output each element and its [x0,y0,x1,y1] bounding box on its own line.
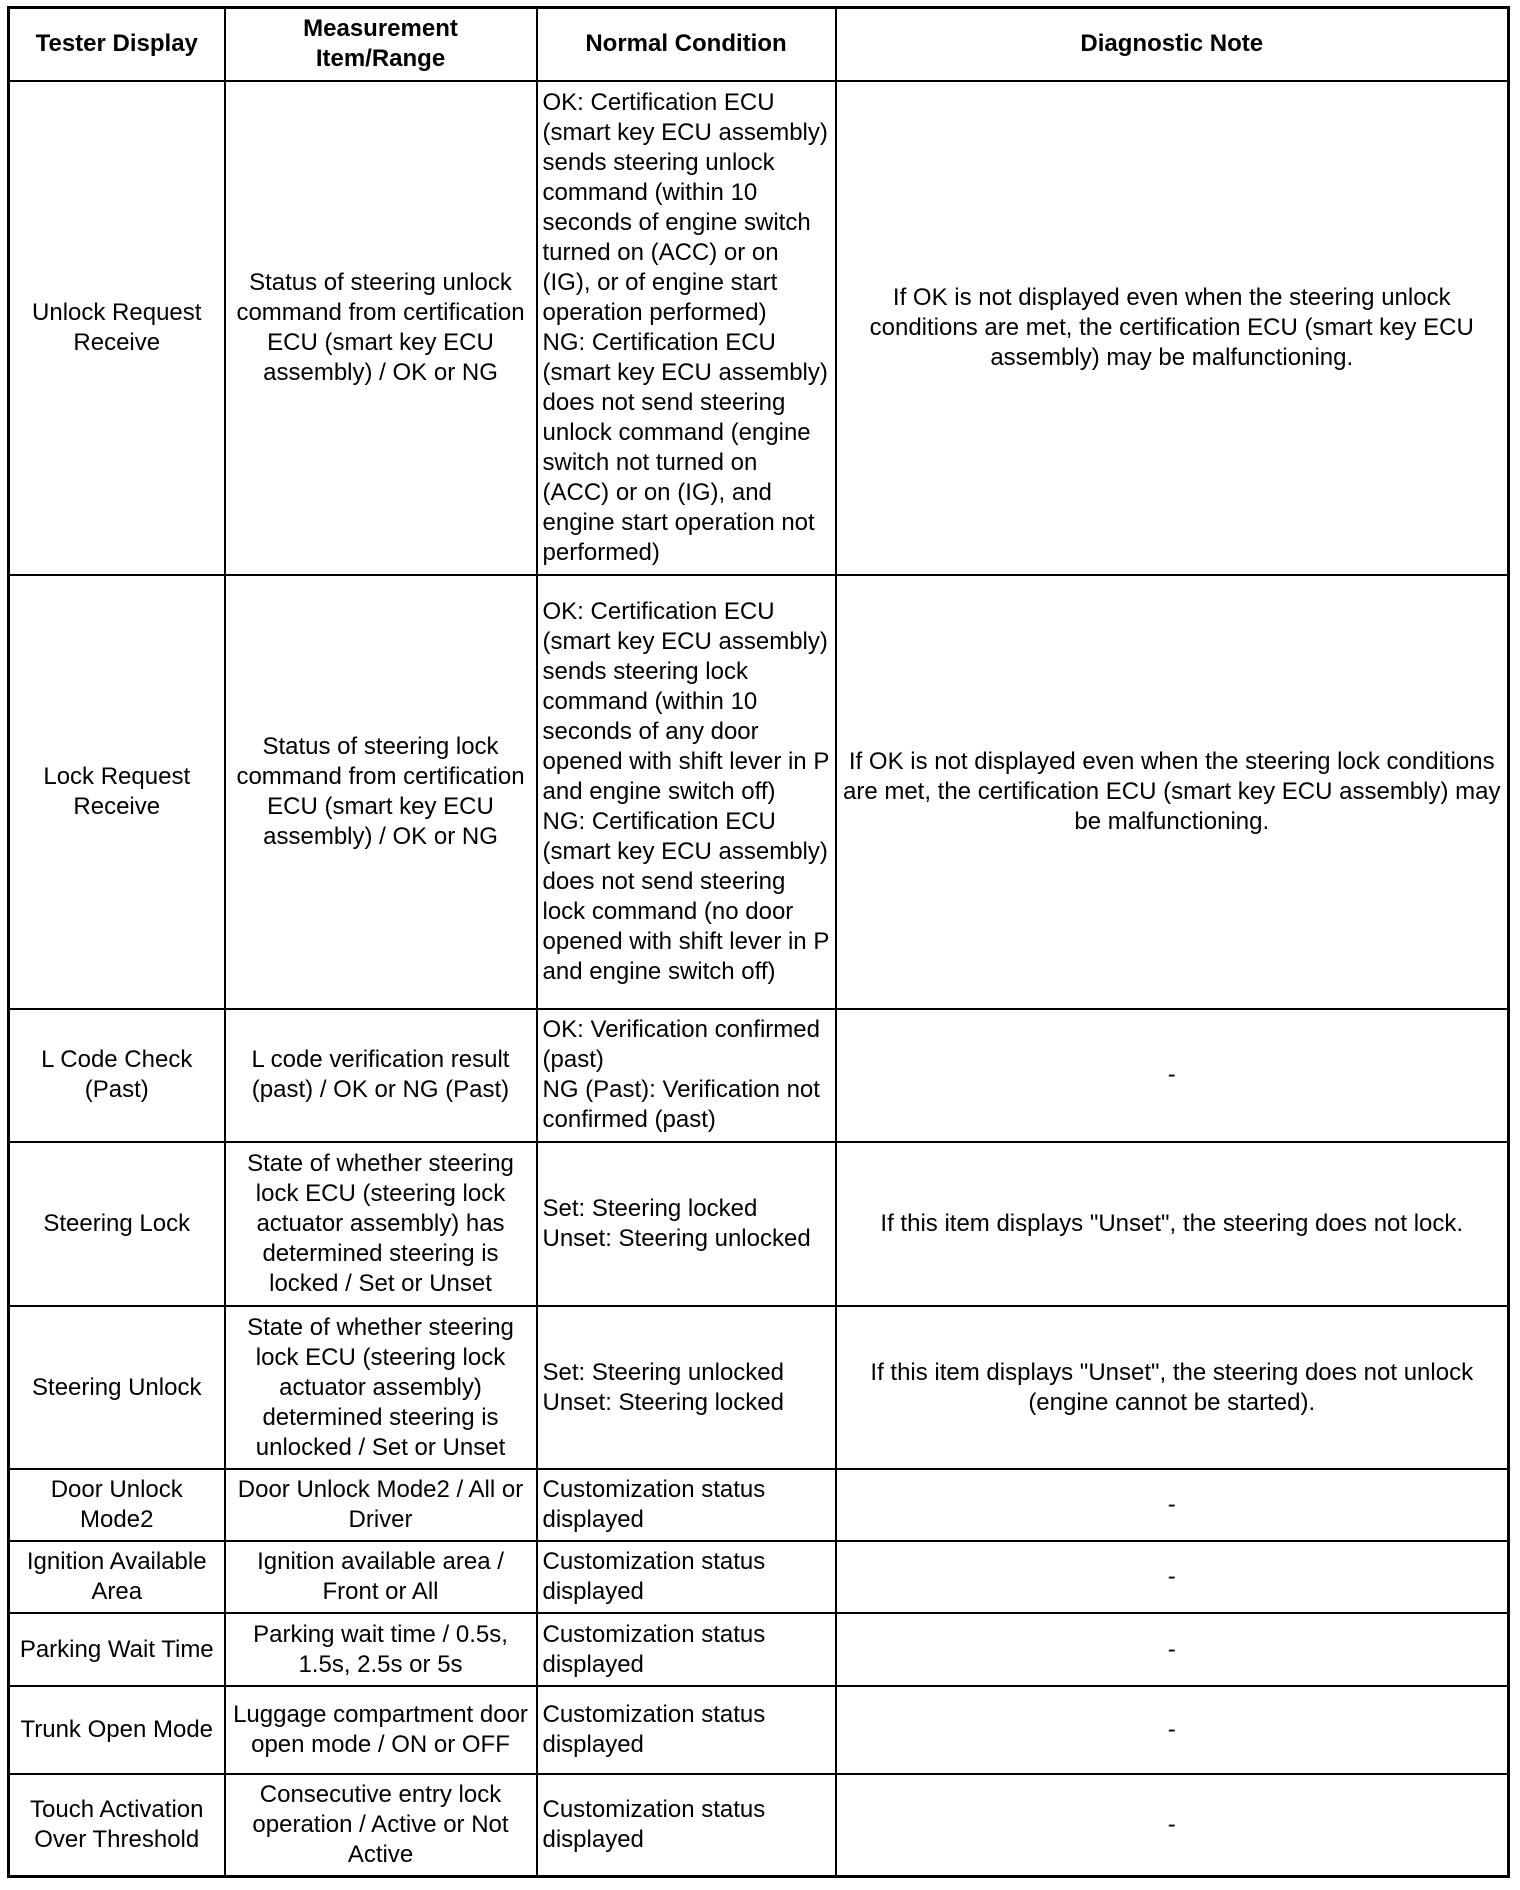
cell-diagnostic-note: - [836,1541,1509,1613]
cell-diagnostic-note: - [836,1686,1509,1774]
table-row [9,575,1509,1009]
cell-tester-display: Unlock Request Receive [9,81,225,576]
cell-normal-condition: Customization status displayed [537,1774,836,1876]
cell-measurement: Status of steering lock command from certification ECU (smart key ECU assembly) / OK or NG [225,575,537,1009]
cell-diagnostic-note: If this item displays "Unset", the steering does not unlock (engine cannot be started). [836,1306,1509,1469]
cell-normal-condition: Customization status displayed [537,1686,836,1774]
cell-tester-display: Ignition Available Area [9,1541,225,1613]
cell-normal-condition: Customization status displayed [537,1469,836,1541]
cell-tester-display: Parking Wait Time [9,1613,225,1685]
cell-diagnostic-note: - [836,1009,1509,1142]
table-header-row [9,8,1509,81]
cell-measurement: Status of steering unlock command from certification ECU (smart key ECU assembly) / OK or NG [225,81,537,576]
cell-normal-condition: Set: Steering locked Unset: Steering unlocked [537,1142,836,1307]
cell-tester-display: Steering Unlock [9,1306,225,1469]
cell-measurement: Luggage compartment door open mode / ON or OFF [225,1686,537,1774]
cell-measurement: Parking wait time / 0.5s, 1.5s, 2.5s or 5s [225,1613,537,1685]
cell-tester-display: L Code Check (Past) [9,1009,225,1142]
table-row [9,1541,1509,1613]
cell-measurement: Consecutive entry lock operation / Active or Not Active [225,1774,537,1876]
data-list-table [7,6,1510,1878]
cell-normal-condition: OK: Certification ECU (smart key ECU assembly) sends steering unlock command (within 10 seconds of engine switch turned on (ACC) or on (IG), or of engine start operation performed) NG: Certification ECU (smart key ECU assembly) does not send steering unlock command (engine switch not turned on (ACC) or on (IG), and engine start operation not performed) [537,81,836,576]
cell-diagnostic-note: If OK is not displayed even when the steering unlock conditions are met, the certification ECU (smart key ECU assembly) may be malfunctioning. [836,81,1509,576]
header-diagnostic-note: Diagnostic Note [836,8,1509,81]
cell-diagnostic-note: If this item displays "Unset", the steering does not lock. [836,1142,1509,1307]
cell-diagnostic-note: - [836,1613,1509,1685]
cell-tester-display: Touch Activation Over Threshold [9,1774,225,1876]
cell-diagnostic-note: - [836,1469,1509,1541]
cell-normal-condition: Set: Steering unlocked Unset: Steering locked [537,1306,836,1469]
table-row [9,1142,1509,1307]
table-row [9,1009,1509,1142]
cell-measurement: Ignition available area / Front or All [225,1541,537,1613]
cell-diagnostic-note: - [836,1774,1509,1876]
cell-normal-condition: Customization status displayed [537,1613,836,1685]
cell-measurement: State of whether steering lock ECU (steering lock actuator assembly) determined steering is unlocked / Set or Unset [225,1306,537,1469]
cell-diagnostic-note: If OK is not displayed even when the steering lock conditions are met, the certification ECU (smart key ECU assembly) may be malfunctioning. [836,575,1509,1009]
table-row [9,1686,1509,1774]
cell-tester-display: Steering Lock [9,1142,225,1307]
cell-normal-condition: OK: Certification ECU (smart key ECU assembly) sends steering lock command (within 10 seconds of any door opened with shift lever in P and engine switch off) NG: Certification ECU (smart key ECU assembly) does not send steering lock command (no door opened with shift lever in P and engine switch off) [537,575,836,1009]
header-measurement: Measurement Item/Range [225,8,537,81]
cell-measurement: L code verification result (past) / OK or NG (Past) [225,1009,537,1142]
cell-measurement: Door Unlock Mode2 / All or Driver [225,1469,537,1541]
cell-tester-display: Door Unlock Mode2 [9,1469,225,1541]
header-normal-condition: Normal Condition [537,8,836,81]
table-row [9,81,1509,576]
table-row [9,1613,1509,1685]
header-tester-display: Tester Display [9,8,225,81]
table-row [9,1306,1509,1469]
table-row [9,1469,1509,1541]
table-body [9,81,1509,1877]
cell-tester-display: Trunk Open Mode [9,1686,225,1774]
cell-normal-condition: OK: Verification confirmed (past) NG (Past): Verification not confirmed (past) [537,1009,836,1142]
cell-measurement: State of whether steering lock ECU (steering lock actuator assembly) has determined steering is locked / Set or Unset [225,1142,537,1307]
table-row [9,1774,1509,1876]
cell-normal-condition: Customization status displayed [537,1541,836,1613]
cell-tester-display: Lock Request Receive [9,575,225,1009]
